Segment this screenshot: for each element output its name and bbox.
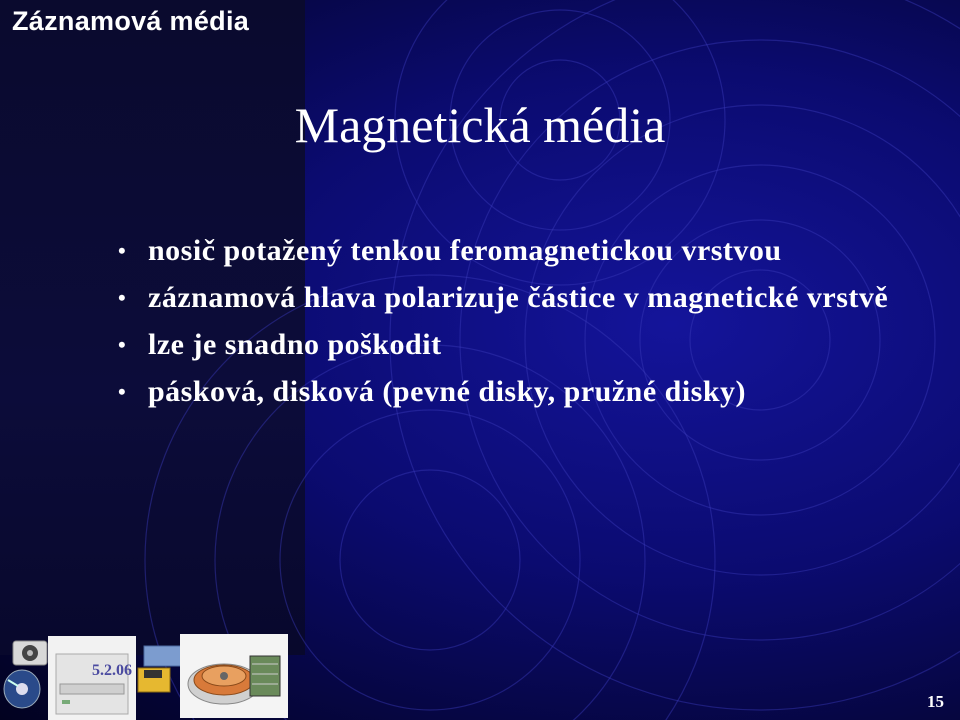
bullet-item: [118, 277, 938, 318]
header-label: Záznamová média: [12, 6, 250, 36]
bullet-item: [118, 371, 938, 412]
bullet-dot-icon: •: [118, 238, 127, 263]
slide-title: Magnetická média: [294, 97, 666, 153]
bullet-item: [118, 324, 938, 365]
bullet-text: záznamová hlava polarizuje částice v magnetické vrstvě: [148, 281, 889, 314]
bullet-text: lze je snadno poškodit: [148, 328, 442, 361]
media-icons-strip: [0, 634, 300, 720]
bullet-dot-icon: •: [118, 285, 127, 310]
bullet-dot-icon: •: [118, 379, 127, 404]
disk-drive-icon: [12, 640, 48, 666]
hard-drive-icon: [180, 634, 288, 718]
bullet-item: [118, 230, 938, 271]
cd-disc-icon: [2, 668, 42, 710]
bullet-text: nosič potažený tenkou feromagnetickou vrstvou: [148, 234, 782, 267]
bullet-text: pásková, disková (pevné disky, pružné disky): [148, 375, 747, 408]
bullet-dot-icon: •: [118, 332, 127, 357]
floppy-disk-icon: [136, 644, 184, 694]
bullet-list: [118, 230, 938, 418]
page-number: 15: [927, 692, 944, 711]
footer-date: 5.2.06: [92, 662, 132, 679]
